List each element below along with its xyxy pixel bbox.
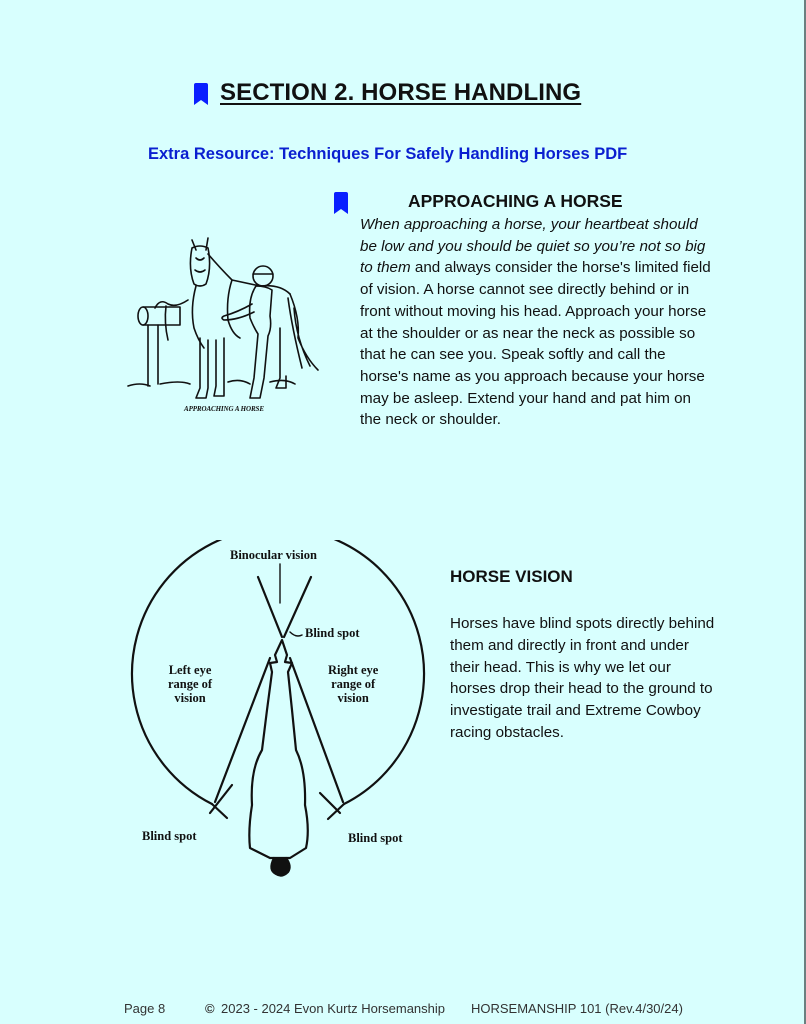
post-end — [138, 307, 148, 325]
blind-spot-pointer — [290, 632, 302, 636]
approaching-horse-illustration — [120, 228, 330, 408]
horse-vision-body: Horses have blind spots directly behind them and directly in front and under their head. This is why we let our horses drop their head to the ground to investigate trail and Extreme Cowboy racing obstacles. — [450, 615, 715, 741]
illustration-caption: APPROACHING A HORSE — [184, 405, 264, 413]
document-title: HORSEMANSHIP 101 (Rev.4/30/24) — [471, 1001, 683, 1016]
approaching-intro: When approaching a horse, your heartbeat should be low and you should be quiet so you’re not so big to them — [360, 216, 706, 277]
horse-vision-title: HORSE VISION — [450, 567, 573, 586]
approaching-body — [360, 214, 715, 431]
label-right-eye-range: Right eye range of vision — [328, 663, 379, 705]
post-leg — [148, 325, 158, 386]
label-left-eye-range: Left eye range of vision — [168, 663, 213, 705]
copyright-icon: © — [205, 1001, 215, 1016]
section-title: SECTION 2. HORSE HANDLING — [220, 79, 582, 106]
label-blind-spot-right: Blind spot — [348, 831, 403, 845]
label-blind-spot-left: Blind spot — [142, 829, 197, 843]
tail — [271, 858, 289, 876]
label-blind-spot-front: Blind spot — [305, 626, 360, 640]
vision-line — [215, 658, 343, 802]
extra-resource-link[interactable]: Extra Resource: Techniques For Safely Handling Horses PDF — [148, 145, 628, 163]
label-binocular-vision: Binocular vision — [230, 548, 317, 562]
approaching-title: APPROACHING A HORSE — [408, 191, 623, 211]
binocular-cone — [258, 577, 311, 637]
approaching-text: and always consider the horse's limited field of vision. A horse cannot see directly behind or in front without moving his head. Approach your horse at the shoulder or as near the neck as possible so that he can see you. Speak softly and call the horse's name as you approach because your horse may be asleep. Extend your hand and pat him on the neck or shoulder. — [360, 259, 711, 429]
bookmark-icon[interactable] — [333, 192, 349, 214]
copyright-text: 2023 - 2024 Evon Kurtz Horsemanship — [221, 1001, 446, 1016]
page-number: Page 8 — [124, 1001, 166, 1016]
horse-outline — [249, 640, 307, 858]
blind-spot-mark-left — [210, 785, 232, 818]
page-footer — [0, 1001, 806, 1019]
bookmark-icon[interactable] — [193, 83, 209, 105]
handler-head — [253, 266, 273, 286]
